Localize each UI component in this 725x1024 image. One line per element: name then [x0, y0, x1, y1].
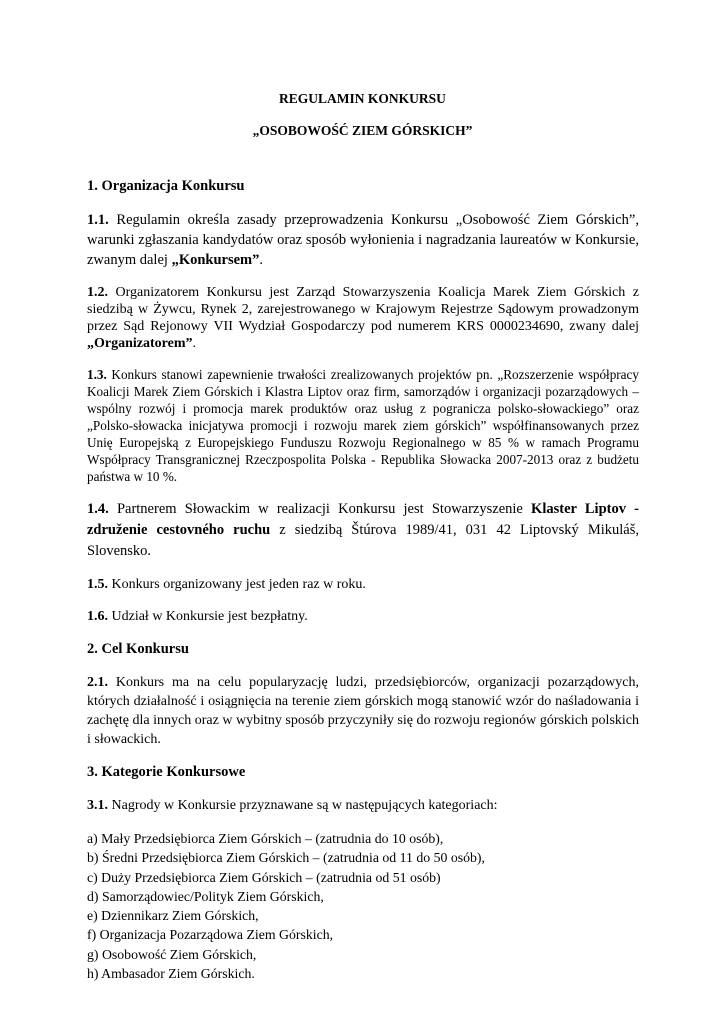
partner-name: Klaster Liptov - združenie cestovného ruchu	[87, 501, 639, 538]
paragraph-text: Konkurs ma na celu popularyzację ludzi, przedsiębiorców, organizacji pozarządowych, których działalność i osiągnięcia na terenie ziem górskich mogą stanowić wzór do naśladowania i zachętę dla innych oraz w wybitny sposób przyczyniły się do rozwoju regionów górskich polskich i słowackich.	[87, 675, 639, 747]
paragraph-1-2	[87, 284, 639, 352]
paragraph-number: 2.1.	[87, 675, 108, 690]
section-heading-3: 3. Kategorie Konkursowe	[87, 764, 246, 780]
list-item: f) Organizacja Pozarządowa Ziem Górskich,	[87, 927, 334, 943]
paragraph-text: Partnerem Słowackim w realizacji Konkursu jest Stowarzyszenie	[108, 501, 532, 517]
list-item: h) Ambasador Ziem Górskich.	[87, 966, 255, 982]
list-item: b) Średni Przedsiębiorca Ziem Górskich – (zatrudnia od 11 do 50 osób),	[87, 850, 485, 866]
paragraph-text: Konkurs organizowany jest jeden raz w roku.	[108, 577, 366, 592]
paragraph-end: z siedzibą Štúrova 1989/41, 031 42 Liptovský Mikuláš, Slovensko.	[87, 522, 639, 559]
section-heading-1: 1. Organizacja Konkursu	[87, 178, 245, 194]
paragraph-number: 1.1.	[87, 212, 109, 228]
paragraph-end: .	[259, 252, 264, 268]
paragraph-number: 1.5.	[87, 577, 108, 592]
paragraph-text: Nagrody w Konkursie przyznawane są w następujących kategoriach:	[108, 798, 498, 813]
list-item: e) Dziennikarz Ziem Górskich,	[87, 908, 259, 924]
paragraph-1-1	[87, 210, 639, 270]
paragraph-2-1	[87, 673, 639, 749]
paragraph-text: Konkurs stanowi zapewnienie trwałości zrealizowanych projektów pn. „Rozszerzenie współpracy Koalicji Marek Ziem Górskich i Klastra Liptov oraz firm, samorządów i organizacji pozarządowych – wspólny rozwój i promocja marek produktów oraz usług z pogranicza polsko-słowackiego” oraz „Polsko-słowacka inicjatywa promocji i rozwoju marek ziem górskich” współfinansowanych przez Unię Europejską z Europejskiego Funduszu Rozwoju Regionalnego w 85 % w ramach Programu Współpracy Transgranicznej Rzeczpospolita Polska - Republika Słowacka 2007-2013 oraz z budżetu państwa w 10 %.	[87, 367, 639, 484]
defined-term: „Konkursem”	[171, 252, 260, 268]
paragraph-3-1	[87, 796, 639, 815]
paragraph-1-5	[87, 576, 639, 594]
paragraph-1-6	[87, 608, 639, 626]
list-item: d) Samorządowiec/Polityk Ziem Górskich,	[87, 888, 324, 904]
document-subtitle: „OSOBOWOŚĆ ZIEM GÓRSKICH”	[252, 123, 473, 138]
list-item: c) Duży Przedsiębiorca Ziem Górskich – (zatrudnia od 51 osób)	[87, 869, 441, 885]
paragraph-number: 1.6.	[87, 609, 108, 624]
category-list	[87, 829, 639, 983]
list-item: a) Mały Przedsiębiorca Ziem Górskich – (zatrudnia do 10 osób),	[87, 831, 444, 846]
list-item: g) Osobowość Ziem Górskich,	[87, 946, 257, 962]
paragraph-number: 1.3.	[87, 367, 107, 382]
paragraph-end: .	[192, 336, 196, 351]
defined-term: „Organizatorem”	[87, 336, 193, 351]
paragraph-text: Udział w Konkursie jest bezpłatny.	[108, 609, 308, 624]
paragraph-number: 1.4.	[87, 501, 109, 517]
paragraph-1-3	[87, 366, 639, 485]
paragraph-text: Regulamin określa zasady przeprowadzenia Konkursu „Osobowość Ziem Górskich”, warunki zgłaszania kandydatów oraz sposób wyłonienia i nagradzania laureatów w Konkursie, zwanym dalej	[87, 212, 639, 268]
document-title: REGULAMIN KONKURSU	[279, 91, 446, 106]
paragraph-number: 1.2.	[87, 285, 108, 300]
paragraph-text: Organizatorem Konkursu jest Zarząd Stowarzyszenia Koalicja Marek Ziem Górskich z siedzibą w Żywcu, Rynek 2, zarejestrowanego w Krajowym Rejestrze Sądowym prowadzonym przez Sąd Rejonowy VII Wydział Gospodarczy pod numerem KRS 0000234690, zwany dalej	[87, 285, 639, 334]
section-heading-2: 2. Cel Konkursu	[87, 641, 189, 657]
paragraph-1-4	[87, 499, 639, 562]
document-body	[87, 177, 639, 983]
paragraph-number: 3.1.	[87, 798, 108, 813]
